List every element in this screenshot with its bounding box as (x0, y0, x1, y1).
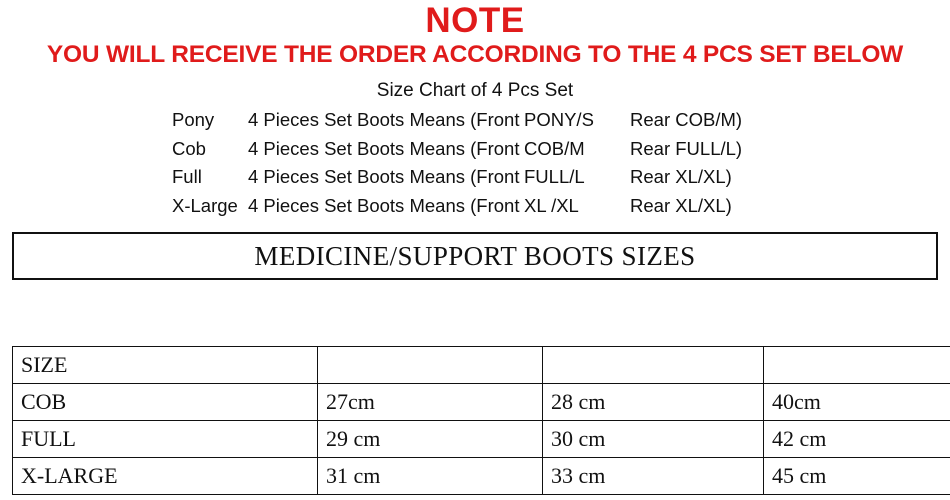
set-row-front: XL /XL (524, 192, 630, 221)
set-row-size: Full (172, 163, 248, 192)
table-row (13, 384, 950, 421)
table-cell-value-2: 28 cm (543, 384, 764, 421)
set-row-means: 4 Pieces Set Boots Means (Front (248, 135, 524, 164)
set-row-front: FULL/L (524, 163, 630, 192)
sizes-table (12, 346, 950, 495)
set-row-means: 4 Pieces Set Boots Means (Front (248, 106, 524, 135)
set-row-size: Cob (172, 135, 248, 164)
boots-sizes-banner-text: MEDICINE/SUPPORT BOOTS SIZES (254, 241, 695, 272)
set-rows-list (0, 106, 950, 220)
layout-spacer (0, 280, 950, 346)
size-chart-page (0, 2, 950, 500)
table-cell-size: FULL (13, 421, 318, 458)
note-subtitle: YOU WILL RECEIVE THE ORDER ACCORDING TO THE 4 PCS SET BELOW (0, 40, 950, 70)
table-header-cell-4 (764, 347, 950, 384)
set-row (172, 163, 950, 192)
table-cell-value-2: 30 cm (543, 421, 764, 458)
set-row-rear: Rear XL/XL) (630, 192, 732, 221)
set-row-rear: Rear FULL/L) (630, 135, 742, 164)
set-row-rear: Rear XL/XL) (630, 163, 732, 192)
table-cell-value-3: 42 cm (764, 421, 950, 458)
table-row (13, 458, 950, 495)
table-cell-size: X-LARGE (13, 458, 318, 495)
set-row-front: COB/M (524, 135, 630, 164)
table-cell-value-2: 33 cm (543, 458, 764, 495)
table-row (13, 421, 950, 458)
size-chart-heading: Size Chart of 4 Pcs Set (0, 78, 950, 104)
boots-sizes-banner (12, 232, 938, 280)
set-row (172, 192, 950, 221)
table-cell-value-1: 27cm (318, 384, 543, 421)
set-row (172, 135, 950, 164)
set-row-means: 4 Pieces Set Boots Means (Front (248, 192, 524, 221)
table-cell-value-3: 40cm (764, 384, 950, 421)
table-header-cell-3 (543, 347, 764, 384)
set-row (172, 106, 950, 135)
table-cell-size: COB (13, 384, 318, 421)
table-header-cell-2 (318, 347, 543, 384)
table-header-row (13, 347, 950, 384)
set-row-means: 4 Pieces Set Boots Means (Front (248, 163, 524, 192)
set-row-size: X-Large (172, 192, 248, 221)
table-cell-value-1: 29 cm (318, 421, 543, 458)
note-title: NOTE (0, 2, 950, 40)
set-row-size: Pony (172, 106, 248, 135)
table-cell-value-1: 31 cm (318, 458, 543, 495)
set-row-rear: Rear COB/M) (630, 106, 742, 135)
table-header-cell-size: SIZE (13, 347, 318, 384)
table-cell-value-3: 45 cm (764, 458, 950, 495)
set-row-front: PONY/S (524, 106, 630, 135)
